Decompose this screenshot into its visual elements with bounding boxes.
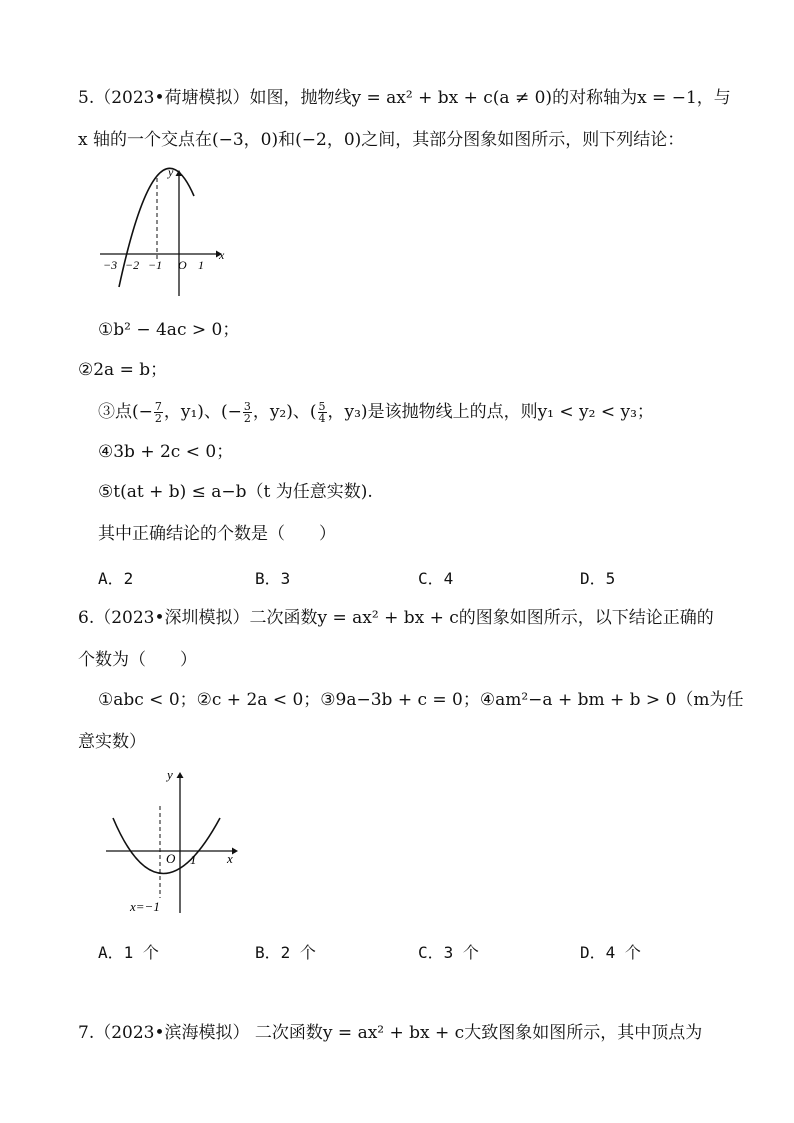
q5-tick-neg1: −1 xyxy=(148,258,163,272)
q5-statement-4: ④3b + 2c < 0； xyxy=(98,442,234,462)
q5-tick-neg2: −2 xyxy=(125,258,140,272)
q5-prompt: 其中正确结论的个数是（ ） xyxy=(98,524,336,544)
q5-s3-frac-2-num: 3 xyxy=(243,400,251,413)
q5-statement-2: ②2a = b； xyxy=(78,360,168,380)
q5-tick-1: 1 xyxy=(198,258,204,272)
q5-s3-frac-1-den: 2 xyxy=(154,412,162,425)
q5-option-c[interactable]: C．4 xyxy=(418,569,454,588)
q5-s3-frac-2 xyxy=(243,401,252,424)
q5-option-d[interactable]: D．5 xyxy=(580,569,616,588)
q6-option-c[interactable]: C．3 个 xyxy=(418,943,479,962)
q7-stem-line1: 7.（2023•滨海模拟） 二次函数y = ax² + bx + c大致图象如图所示，其中顶点为 xyxy=(78,1023,703,1043)
q6-x-arrow xyxy=(232,848,238,855)
q6-stem-line2: 个数为（ ） xyxy=(78,650,197,670)
q5-origin: O xyxy=(178,258,187,272)
q6-statements: ①abc < 0；②c + 2a < 0；③9a−3b + c = 0；④am²−a + bm + b > 0（m为任 xyxy=(98,690,744,710)
q5-statement-3 xyxy=(98,400,654,424)
q6-statements-cont: 意实数） xyxy=(78,732,146,752)
q6-tick-1: 1 xyxy=(190,852,197,867)
q5-parabola-graph xyxy=(96,166,236,298)
q6-symmetry-label: x=−1 xyxy=(130,899,160,914)
q5-s3-frac-3 xyxy=(318,401,327,424)
q5-s3-prefix: ③点(− xyxy=(98,402,153,422)
q6-stem-line1: 6.（2023•深圳模拟）二次函数y = ax² + bx + c的图象如图所示，以下结论正确的 xyxy=(78,608,714,628)
q6-option-d[interactable]: D．4 个 xyxy=(580,943,641,962)
q6-origin: O xyxy=(166,851,176,866)
q5-option-b[interactable]: B．3 xyxy=(255,569,291,588)
q6-y-arrow xyxy=(177,772,184,778)
q6-parabola-graph xyxy=(100,765,250,915)
q5-stem-line2: x 轴的一个交点在(−3，0)和(−2，0)之间，其部分图象如图所示，则下列结论： xyxy=(78,130,685,150)
q6-x-axis-label: x xyxy=(227,851,233,866)
q5-statement-1: ①b² − 4ac > 0； xyxy=(98,320,240,340)
q5-x-axis-label: x xyxy=(219,248,225,262)
q6-y-axis-label: y xyxy=(167,767,173,782)
q5-s3-mid-2: ，y₂)、( xyxy=(252,402,317,422)
q5-s3-mid-1: ，y₁)、(− xyxy=(163,402,242,422)
q5-s3-frac-3-den: 4 xyxy=(318,412,326,425)
q5-s3-frac-1-num: 7 xyxy=(154,400,162,413)
q5-stem-line1: 5.（2023•荷塘模拟）如图，抛物线y = ax² + bx + c(a ≠ 0)的对称轴为x = −1，与 xyxy=(78,88,731,108)
q5-y-axis-label: y xyxy=(168,166,174,179)
q5-statement-5: ⑤t(at + b) ≤ a−b（t 为任意实数). xyxy=(98,482,373,502)
q5-option-a[interactable]: A．2 xyxy=(98,569,134,588)
q5-s3-frac-1 xyxy=(154,401,163,424)
q5-s3-frac-2-den: 2 xyxy=(243,412,251,425)
q5-tick-neg3: −3 xyxy=(103,258,118,272)
q6-option-a[interactable]: A．1 个 xyxy=(98,943,159,962)
q5-s3-frac-3-num: 5 xyxy=(318,400,326,413)
q5-s3-suffix: ，y₃)是该抛物线上的点，则y₁ < y₂ < y₃； xyxy=(327,402,654,422)
q6-option-b[interactable]: B．2 个 xyxy=(255,943,316,962)
